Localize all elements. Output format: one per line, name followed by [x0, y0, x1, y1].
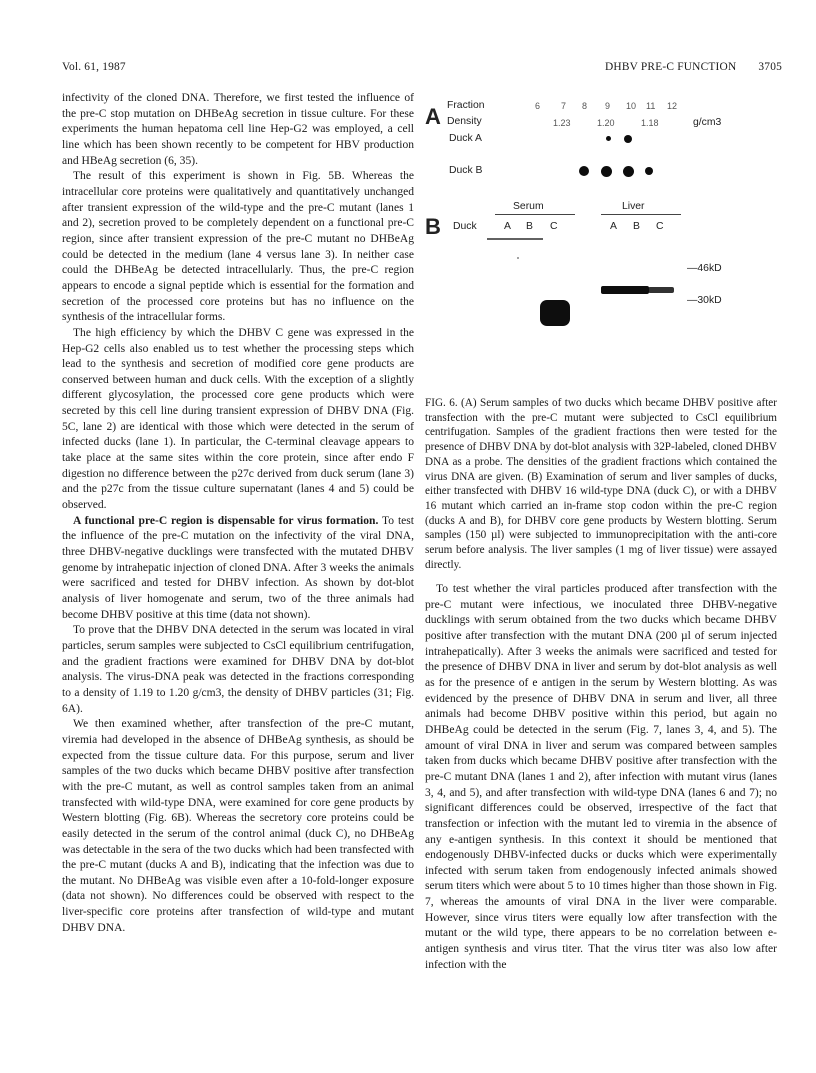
marker-30kd: —30kD [687, 295, 722, 306]
lane-label: C [550, 221, 558, 232]
blot-band-serum-c [540, 300, 570, 326]
dot-blot-signal [579, 166, 589, 176]
lane-label: B [526, 221, 533, 232]
paragraph-body: To test the influence of the pre-C mutation on the infectivity of the viral DNA, three DHBV-negative ducklings were transfected with the mutated DHBV genome by intrahepatic injection of cloned DNA. After 3 weeks the animals were sacrificed and tested for DHBV infection. As shown by dot-blot analysis of liver homogenate and serum, two of the three animals had become DHBV positive at this time (data not shown). [62, 514, 414, 621]
journal-volume: Vol. 61, 1987 [62, 61, 126, 73]
lane-label: C [656, 221, 664, 232]
fraction-label: Fraction [447, 100, 485, 111]
running-title-text: DHBV PRE-C FUNCTION [604, 61, 737, 73]
caption-text: FIG. 6. (A) Serum samples of two ducks which became DHBV positive after transfection with the pre-C mutant were subjected to CsCl equilibrium centrifugation. Samples of the gradient fractions then were tested for the presence of DHBV DNA by dot-blot analysis with 32P-labeled, cloned DHBV DNA as a probe. The densities of the gradient fractions which contained the virus DNA are given. (B) Examination of serum and liver samples of ducks, either transfected with DHBV 16 wild-type DNA (duck C), or with a DHBV 16 mutant which carried an in-frame stop codon within the pre-C region (ducks A and B), for DHBV core gene products by Western blotting. Serum samples (150 µl) were subjected to immunoprecipitation with the anti-core serum before analysis. The liver samples (1 mg of liver tissue) were assayed directly. [425, 397, 777, 571]
paragraph: infectivity of the cloned DNA. Therefore, we first tested the influence of the pre-C stop mutation on DHBeAg secretion in tissue culture. For these experiments the human hepatoma cell line Hep-G2 was employed, a cell line which has been shown recently to be competent for HBV production and HBeAg secretion (6, 35). [62, 92, 414, 167]
blot-band-liver [648, 287, 674, 293]
blot-speck [517, 257, 519, 259]
paragraph: To prove that the DHBV DNA detected in the serum was located in viral particles, serum samples were subjected to CsCl equilibrium centrifugation, and the gradient fractions were examined for DHBV DNA by dot-blot analysis. The virus-DNA peak was detected in the fractions corresponding to a density of 1.19 to 1.20 g/cm3, the density of DHBV particles (31; Fig. 6A). [62, 624, 414, 715]
density-value: 1.18 [641, 118, 659, 128]
fraction-number: 12 [667, 101, 678, 111]
panel-a-letter: A [425, 104, 441, 129]
page-number: 3705 [758, 61, 782, 73]
running-title [605, 61, 782, 73]
paragraph: The high efficiency by which the DHBV C gene was expressed in the Hep-G2 cells also enabled us to test whether the processing steps which lead to the synthesis and secretion of modified core gene products are conserved between human and duck cells. With the exception of a slightly different glycosylation, the processed core gene products which were secreted by this cell line during transient expression of DHBV DNA (Fig. 5C, lane 2) are identical with those which were detected in the serum of infected ducks (lane 1). In particular, the C-terminal cleavage appears to take place at the same sites within the core protein, since after endo F digestion no difference between the p27c derived from duck serum (lane 3) and the p27c from the tissue culture supernatant (lanes 4 and 5) could be observed. [62, 326, 414, 512]
liver-label: Liver [622, 201, 645, 212]
left-column [62, 91, 414, 936]
marker-46kd: —46kD [687, 263, 722, 274]
running-header [62, 61, 782, 77]
fraction-number: 7 [561, 101, 567, 111]
dot-blot-signal [601, 166, 612, 177]
right-column [425, 582, 777, 973]
dot-blot-signal [624, 135, 632, 143]
density-label: Density [447, 116, 482, 127]
figure-caption [425, 396, 777, 572]
paragraph: We then examined whether, after transfection of the pre-C mutant, viremia had developed in the absence of DHBeAg synthesis, as should be expected from the tissue culture data. For this purpose, serum and liver samples of the two ducks which became DHBV positive after transfection with the pre-C mutant, as well as control samples taken from an animal transfected with wild-type DNA, were examined for core gene products by Western blotting (Fig. 6B). Whereas the secretory core proteins could be easily detected in the serum of the control animal (duck C), no DHBeAg was detectable in the sera of the two ducks which had been transfected with the pre-C mutant (ducks A and B), indicating that the infection was due to the mutant. No DHBeAg was visible even after a 10-fold-longer exposure (data not shown). No differences could be observed with respect to the liver-specific core proteins after transfection of wild-type and mutant DHBV DNA. [62, 718, 414, 934]
blot-band-liver [601, 286, 649, 294]
figure-6 [425, 91, 777, 383]
blot-band [487, 238, 543, 240]
fraction-number: 11 [646, 101, 656, 111]
liver-bracket [601, 214, 681, 215]
serum-label: Serum [513, 201, 544, 212]
fraction-number: 8 [582, 101, 588, 111]
lane-label: A [504, 221, 511, 232]
paragraph [62, 514, 414, 624]
lane-label: B [633, 221, 640, 232]
fraction-number: 6 [535, 101, 541, 111]
density-value: 1.20 [597, 118, 615, 128]
row-label-duck-b: Duck B [449, 165, 483, 176]
lane-label: A [610, 221, 617, 232]
paragraph: The result of this experiment is shown in Fig. 5B. Whereas the intracellular core proteins were qualitatively and quantitatively unchanged after transient expression of the wild-type and the pre-C mutant (lanes 1 and 2), secretion proved to be completely dependent on a functional pre-C region, since after transient expression of the pre-C mutant no DHBeAg could be detected in the medium (lane 4 versus lane 3). In neither case could the DHBeAg be detected intracellularly. Thus, the pre-C region appears to encode a signal peptide which is essential for the formation and secretion of the processed core proteins but has no influence on the synthesis of the intracellular forms. [62, 170, 414, 324]
paragraph: To test whether the viral particles produced after transfection with the pre-C mutant were infectious, we inoculated three DHBV-negative ducklings with serum obtained from the two ducks which became DHBV positive after transfection with the mutant DNA (200 µl of serum injected intrahepatically). After 3 weeks the animals were sacrificed and tested for the presence of DHBV DNA in liver and serum by dot-blot analysis as well as for the presence of e antigen in the serum by Western blotting. As was evidenced by the presence of DHBV DNA in serum and liver, all three animals had become DHBV positive within this period, but again no DHBeAg could be detected in the serum (Fig. 7, lanes 3, 4, and 5). The amount of viral DNA in liver and serum was compared between samples taken from ducks which became DHBV positive after transfection with the pre-C mutant DNA (lanes 1 and 2), after infection with mutant virus (lanes 3, 4, and 5), and after transfection with wild-type DNA (lanes 6 and 7); no significant differences could be observed, irrespective of the fact that transfection or infection with the mutant led to viremia in the absence of any e-antigen synthesis. In this context it should be mentioned that endogenously DHBV-infected ducks or ducks which were experimentally infected with serum taken from endogenously infected animals showed serum titers which were about 5 to 10 times higher than those shown in Fig. 7, whereas the amounts of viral DNA in the liver were comparable. However, since virus titers were equally low after transfection with the mutant or the wild type, there appears to be no correlation between e-antigen synthesis and virus titer. That the virus titer was also low after infection with the [425, 583, 777, 971]
dot-blot-signal [645, 167, 653, 175]
row-label-duck-a: Duck A [449, 133, 482, 144]
dot-blot-signal [623, 166, 634, 177]
fraction-number: 9 [605, 101, 611, 111]
serum-bracket [495, 214, 575, 215]
duck-label: Duck [453, 221, 477, 232]
dot-blot-signal [606, 136, 611, 141]
panel-b-letter: B [425, 214, 441, 239]
density-unit: g/cm3 [693, 117, 722, 128]
fraction-number: 10 [626, 101, 637, 111]
density-value: 1.23 [553, 118, 571, 128]
section-heading: A functional pre-C region is dispensable for virus formation. [73, 514, 379, 527]
